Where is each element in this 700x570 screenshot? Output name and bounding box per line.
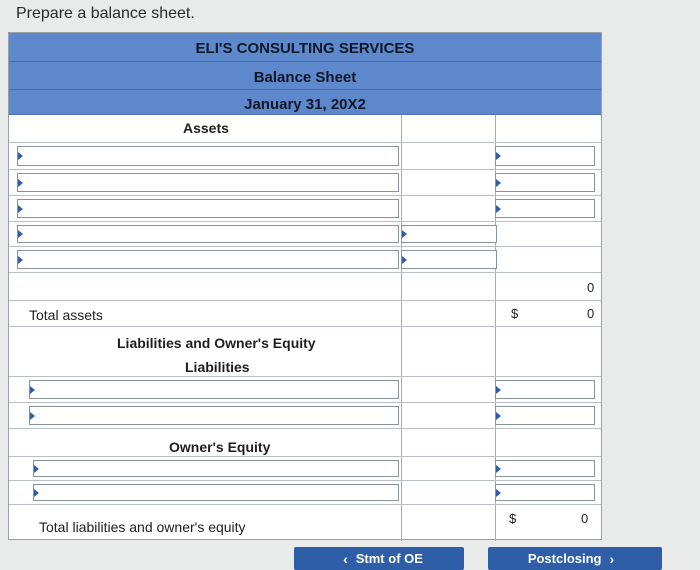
statement-title: Balance Sheet xyxy=(253,69,357,86)
asset-account-select-4[interactable] xyxy=(17,225,399,243)
total-liabilities-equity-row xyxy=(9,505,601,541)
dropdown-caret-icon xyxy=(30,386,35,394)
asset-amount-input-1[interactable] xyxy=(495,146,595,166)
dropdown-caret-icon xyxy=(34,465,39,473)
dropdown-caret-icon xyxy=(496,465,501,473)
dropdown-caret-icon xyxy=(496,205,501,213)
total-assets-currency: $ xyxy=(511,306,519,321)
total-assets-row xyxy=(9,301,601,327)
dropdown-caret-icon xyxy=(18,205,23,213)
dropdown-caret-icon xyxy=(18,179,23,187)
dropdown-caret-icon xyxy=(18,256,23,264)
equity-account-select-1[interactable] xyxy=(33,460,399,477)
dropdown-caret-icon xyxy=(402,230,407,238)
equity-row-1 xyxy=(9,457,601,481)
dropdown-caret-icon xyxy=(18,152,23,160)
company-name: ELI'S CONSULTING SERVICES xyxy=(195,40,415,57)
liability-amount-input-2[interactable] xyxy=(495,406,595,425)
liability-account-select-2[interactable] xyxy=(29,406,399,425)
prev-button-label: Stmt of OE xyxy=(355,551,423,566)
sheet-grid xyxy=(9,115,601,541)
asset-row-1 xyxy=(9,143,601,170)
assets-heading: Assets xyxy=(183,120,229,136)
liability-account-select-1[interactable] xyxy=(29,380,399,399)
dropdown-caret-icon xyxy=(496,386,501,394)
asset-account-select-1[interactable] xyxy=(17,146,399,166)
next-button-label: Postclosing xyxy=(527,551,602,566)
total-assets-value: 0 xyxy=(587,306,595,321)
total-liabilities-equity-currency: $ xyxy=(509,511,517,526)
next-postclosing-button[interactable] xyxy=(488,547,662,570)
dropdown-caret-icon xyxy=(402,256,407,264)
liabilities-equity-heading: Liabilities and Owner's Equity xyxy=(117,335,316,351)
total-liabilities-equity-value: 0 xyxy=(581,511,589,526)
asset-contra-input-4[interactable] xyxy=(401,225,497,243)
asset-contra-input-5[interactable] xyxy=(401,250,497,269)
asset-account-select-5[interactable] xyxy=(17,250,399,269)
assets-heading-row xyxy=(9,115,601,143)
dropdown-caret-icon xyxy=(496,412,501,420)
equity-row-2 xyxy=(9,481,601,505)
asset-row-4 xyxy=(9,222,601,247)
balance-sheet-form xyxy=(8,32,602,540)
asset-amount-input-2[interactable] xyxy=(495,173,595,192)
chevron-left-icon: ‹ xyxy=(343,550,348,567)
dropdown-caret-icon xyxy=(30,412,35,420)
asset-amount-input-3[interactable] xyxy=(495,199,595,218)
sheet-header xyxy=(9,33,601,115)
asset-row-3 xyxy=(9,196,601,222)
liability-row-1 xyxy=(9,377,601,403)
dropdown-caret-icon xyxy=(496,179,501,187)
equity-amount-input-1[interactable] xyxy=(495,460,595,477)
equity-account-select-2[interactable] xyxy=(33,484,399,501)
asset-account-select-2[interactable] xyxy=(17,173,399,192)
asset-subtotal-row xyxy=(9,273,601,301)
total-assets-label: Total assets xyxy=(29,307,103,323)
liabilities-heading: Liabilities xyxy=(185,359,250,375)
asset-row-2 xyxy=(9,170,601,196)
dropdown-caret-icon xyxy=(496,152,501,160)
asset-account-select-3[interactable] xyxy=(17,199,399,218)
total-liabilities-equity-label: Total liabilities and owner's equity xyxy=(39,519,246,535)
asset-subtotal-value: 0 xyxy=(587,280,595,295)
dropdown-caret-icon xyxy=(18,230,23,238)
statement-date: January 31, 20X2 xyxy=(244,96,366,113)
owners-equity-heading: Owner's Equity xyxy=(169,439,271,455)
instruction-text: Prepare a balance sheet. xyxy=(16,5,195,22)
dropdown-caret-icon xyxy=(496,489,501,497)
chevron-right-icon: › xyxy=(609,550,615,567)
liability-amount-input-1[interactable] xyxy=(495,380,595,399)
prev-stmt-of-oe-button[interactable] xyxy=(294,547,464,570)
dropdown-caret-icon xyxy=(34,489,39,497)
equity-amount-input-2[interactable] xyxy=(495,484,595,501)
liabilities-equity-heading-row xyxy=(9,327,601,377)
liability-row-2 xyxy=(9,403,601,429)
owners-equity-heading-row xyxy=(9,429,601,457)
asset-row-5 xyxy=(9,247,601,273)
